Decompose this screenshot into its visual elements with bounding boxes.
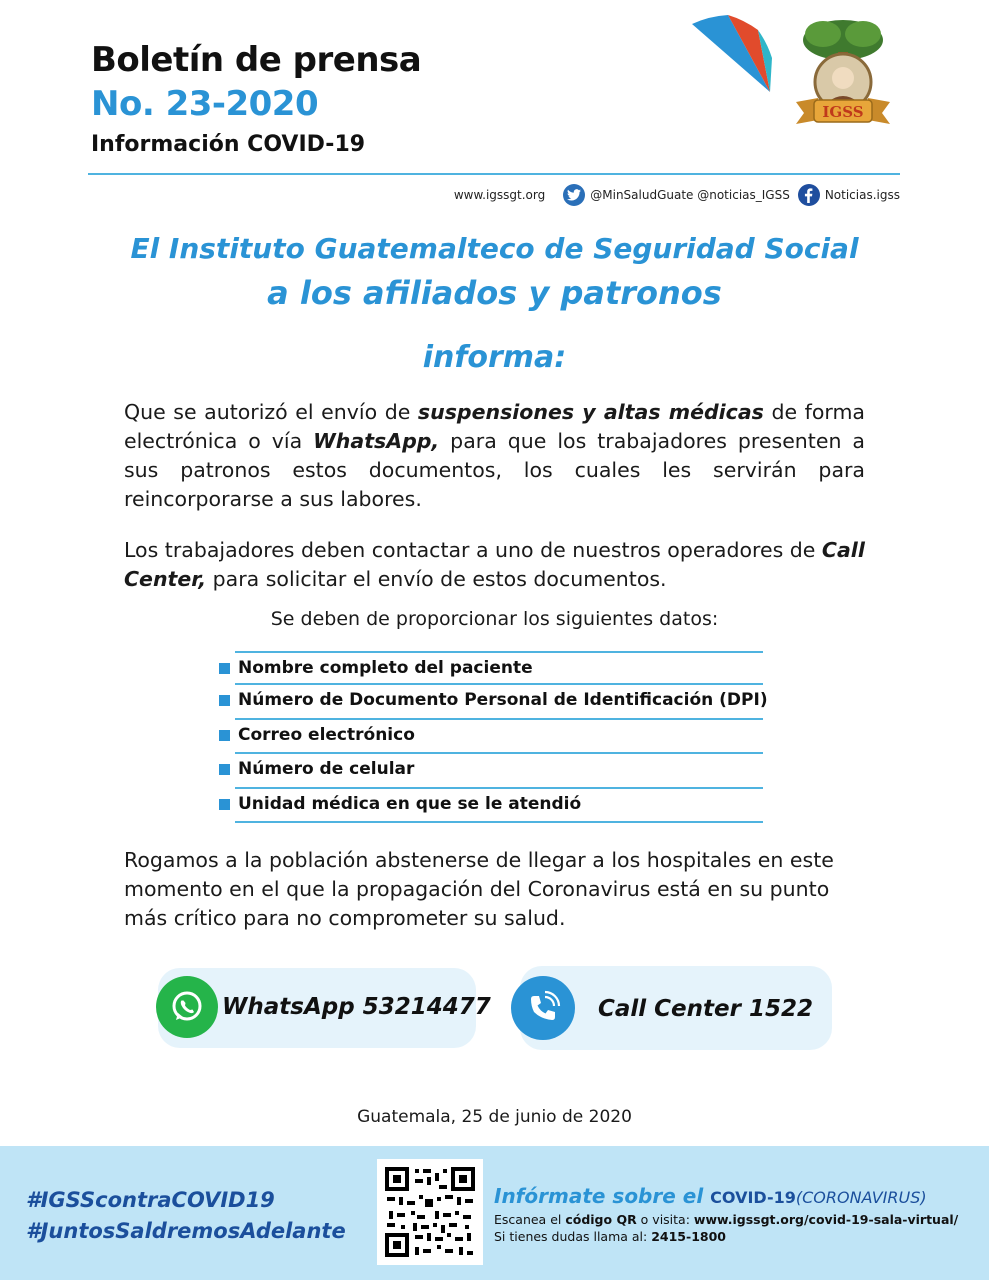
list-item: Número de celular [235,754,763,788]
phone-call-icon [511,976,575,1040]
hashtag-igss-contra-covid: #IGSScontraCOVID19 [26,1188,275,1212]
facebook-handle[interactable]: Noticias.igss [824,188,900,202]
bulletin-number: No. 23-2020 [91,84,319,124]
qr-code-icon[interactable] [377,1159,483,1265]
list-intro: Se deben de proporcionar los siguientes datos: [270,608,719,630]
publication-date: Guatemala, 25 de junio de 2020 [357,1107,632,1127]
seal-text: IGSS [822,103,864,121]
bullet-square-icon [219,695,230,706]
info-scan-line: Escanea el código QR o visita: www.igssgt.org/covid-19-sala-virtual/ [494,1212,959,1227]
bullet-square-icon [219,730,230,741]
paragraph-call-center: Los trabajadores deben contactar a uno de nuestros operadores de Call Center, para solicitar el envío de estos documentos. [124,538,865,591]
bullet-square-icon [219,799,230,810]
required-data-list [221,651,768,823]
hashtag-juntos-saldremos: #JuntosSaldremosAdelante [26,1219,346,1243]
headline-line-1: El Instituto Guatemalteco de Seguridad Social [130,232,859,265]
virtual-room-link[interactable]: www.igssgt.org/covid-19-sala-virtual/ [693,1212,959,1227]
bulletin-title: Boletín de prensa [91,40,422,80]
bullet-square-icon [219,764,230,775]
igss-seal-icon [788,12,898,130]
paragraph-authorization: Que se autorizó el envío de suspensiones y altas médicas de forma electrónica o vía WhatsApp, para que los trabajadores presenten a sus patronos estos documentos, los cuales les servirán para reincorporarse a sus labores. [124,400,865,511]
list-item: Número de Documento Personal de Identificación (DPI) [235,685,763,719]
help-phone-number[interactable]: 2415-1800 [651,1229,726,1244]
bulletin-subtitle: Información COVID-19 [91,132,366,157]
website-link[interactable]: www.igssgt.org [453,188,546,202]
list-item: Unidad médica en que se le atendió [235,789,763,823]
social-bar [454,184,900,206]
info-heading: Infórmate sobre el COVID-19(CORONAVIRUS) [494,1184,927,1208]
list-item: Correo electrónico [235,720,763,754]
paragraph-hospital-advice: Rogamos a la población abstenerse de llegar a los hospitales en este momento en el que la propagación del Coronavirus está en su punto más crítico para no comprometer su salud. [124,848,834,930]
whatsapp-icon [156,976,218,1038]
headline-informa: informa: [422,340,567,375]
header-divider [88,173,900,175]
list-item: Nombre completo del paciente [235,651,763,685]
fan-logo-icon [690,14,776,98]
info-phone-line: Si tienes dudas llama al: 2415-1800 [494,1229,726,1244]
whatsapp-number[interactable]: WhatsApp 53214477 [222,994,491,1020]
bullet-square-icon [219,663,230,674]
headline-line-2: a los afiliados y patronos [267,274,722,312]
twitter-icon [563,184,585,206]
facebook-icon [798,184,820,206]
twitter-handles[interactable]: @MinSaludGuate @noticias_IGSS [590,188,790,202]
call-center-number[interactable]: Call Center 1522 [598,996,813,1022]
